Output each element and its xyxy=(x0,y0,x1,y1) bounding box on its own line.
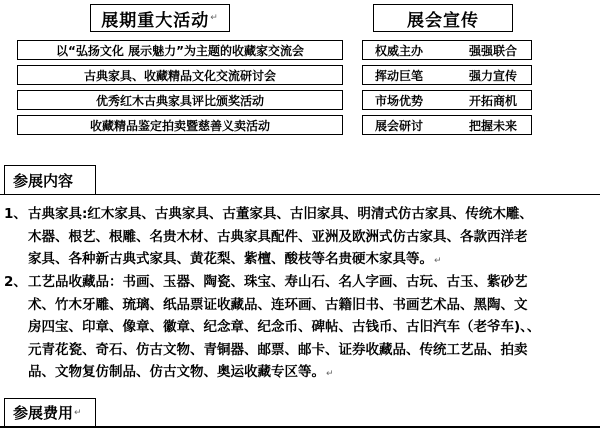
promo-item-1: 权威主办 强强联合 xyxy=(362,40,532,60)
exhibits-section-rule xyxy=(0,194,600,195)
exhibit-item-2-line: 房四宝、印章、像章、徽章、纪念章、纪念币、碑帖、古钱币、古旧汽车（老爷车)、、 xyxy=(28,319,541,335)
exhibit-item-2-line: 工艺品收藏品：书画、玉器、陶瓷、珠宝、寿山石、名人字画、古玩、古玉、紫砂艺 xyxy=(28,274,528,290)
events-title: 展期重大活动 xyxy=(101,10,210,31)
fees-section-title: 参展费用 ↵ xyxy=(4,398,96,426)
paragraph-mark-icon: ↵ xyxy=(210,13,219,23)
exhibit-item-1-line: 木器、根艺、根雕、名贵木材、古典家具配件、亚洲及欧洲式仿古家具、各款西洋老 xyxy=(28,228,528,245)
exhibit-item-2-number: 2、 xyxy=(4,274,27,290)
promo-item-2: 挥动巨笔 强力宣传 xyxy=(362,65,532,85)
exhibit-item-2-line: 元青花瓷、奇石、仿古文物、青铜器、邮票、邮卡、证券收藏品、传统工艺品、拍卖 xyxy=(28,341,528,358)
exhibit-item-2 xyxy=(4,271,594,384)
paragraph-mark-icon: ↵ xyxy=(74,407,82,418)
event-item-2: 古典家具、收藏精品文化交流研讨会 xyxy=(17,65,343,85)
fees-section-rule xyxy=(0,426,600,428)
paragraph-mark-icon: ↵ xyxy=(434,256,442,266)
promo-title: 展会宣传 xyxy=(407,10,479,31)
event-item-3: 优秀红木古典家具评比颁奖活动 xyxy=(17,90,343,110)
events-title-box xyxy=(90,4,230,32)
promo-item-4: 展会研讨 把握未来 xyxy=(362,115,532,135)
promo-item-3: 市场优势 开拓商机 xyxy=(362,90,532,110)
exhibits-section-title: 参展内容 xyxy=(4,165,96,194)
exhibit-item-2-line: 品、文物复仿制品、仿古文物、奥运收藏专区等。↵ xyxy=(28,364,334,380)
paragraph-mark-icon: ↵ xyxy=(326,369,334,379)
exhibit-item-1 xyxy=(4,203,594,271)
event-item-1: 以“弘扬文化 展示魅力”为主题的收藏家交流会 xyxy=(17,40,343,60)
exhibit-item-1-line: 古典家具:红木家具、古典家具、古董家具、古旧家具、明清式仿古家具、传统木雕、 xyxy=(28,206,533,222)
exhibit-item-2-line: 术、竹木牙雕、琉璃、纸品票证收藏品、连环画、古籍旧书、书画艺术品、黑陶、文 xyxy=(28,296,528,313)
promo-title-box xyxy=(373,4,513,32)
exhibit-item-1-number: 1、 xyxy=(4,206,27,222)
exhibit-item-1-line: 家具、各种新古典式家具、黄花梨、紫檀、酸枝等名贵硬木家具等。↵ xyxy=(28,251,442,267)
event-item-4: 收藏精品鉴定拍卖暨慈善义卖活动 xyxy=(17,115,343,135)
